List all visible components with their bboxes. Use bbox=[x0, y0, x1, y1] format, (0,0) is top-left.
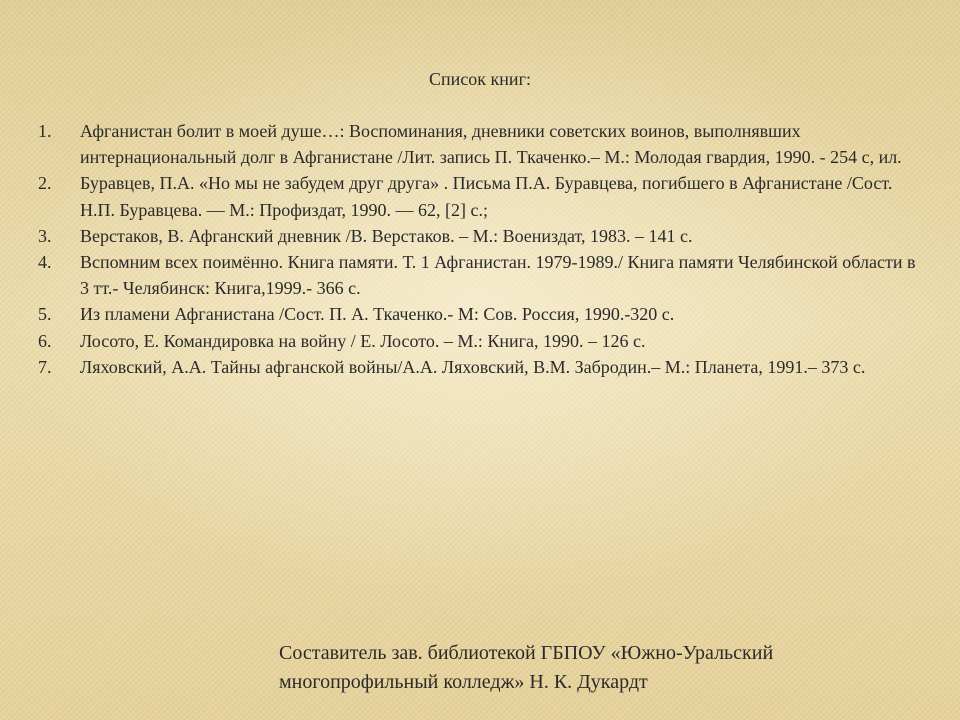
list-item-text: Афганистан болит в моей душе…: Воспоминания, дневники советских воинов, выполнявших интернациональный долг в Афганистане /Лит. запись П. Ткаченко.– М.: Молодая гвардия, 1990. - 254 с, ил. bbox=[80, 121, 902, 168]
list-item-number: 6. bbox=[38, 330, 52, 351]
list-item bbox=[38, 301, 928, 327]
list-item-text: Из пламени Афганистана /Сост. П. А. Ткаченко.- М: Сов. Россия, 1990.-320 с. bbox=[80, 304, 675, 325]
compiler-line: Составитель зав. библиотекой ГБПОУ «Южно-Уральский bbox=[279, 642, 774, 664]
list-item bbox=[38, 328, 928, 354]
list-item-number: 1. bbox=[38, 121, 52, 141]
list-item-text: Буравцев, П.А. «Но мы не забудем друг друга» . Письма П.А. Буравцева, погибшего в Афганистане /Сост. Н.П. Буравцева. — М.: Профиздат, 1990. — 62, [2] с.; bbox=[80, 173, 893, 220]
list-item bbox=[38, 249, 928, 301]
list-item bbox=[38, 223, 928, 249]
list-item-text: Вспомним всех поимённо. Книга памяти. Т. 1 Афганистан. 1979-1989./ Книга памяти Челябинской области в 3 тт.- Челябинск: Книга,1999.- 366 с. bbox=[80, 252, 916, 299]
list-item bbox=[38, 118, 928, 170]
list-item-text: Ляховский, А.А. Тайны афганской войны/А.А. Ляховский, В.М. Забродин.– М.: Планета, 1991.– 373 с. bbox=[80, 356, 866, 377]
list-item-number: 7. bbox=[38, 356, 52, 377]
compiler-credit bbox=[279, 639, 919, 697]
list-item-text: Лосото, Е. Командировка на войну / Е. Лосото. – М.: Книга, 1990. – 126 с. bbox=[80, 330, 646, 351]
book-list bbox=[38, 118, 928, 380]
list-item-number: 2. bbox=[38, 173, 52, 194]
compiler-line: многопрофильный колледж» Н. К. Дукардт bbox=[279, 671, 648, 693]
list-item-text: Верстаков, В. Афганский дневник /В. Верстаков. – М.: Воениздат, 1983. – 141 с. bbox=[80, 225, 693, 246]
list-item-number: 3. bbox=[38, 225, 52, 246]
list-item bbox=[38, 170, 928, 222]
list-item bbox=[38, 354, 928, 380]
list-item-number: 5. bbox=[38, 304, 52, 325]
list-title: Список книг: bbox=[429, 69, 531, 89]
list-item-number: 4. bbox=[38, 252, 52, 273]
